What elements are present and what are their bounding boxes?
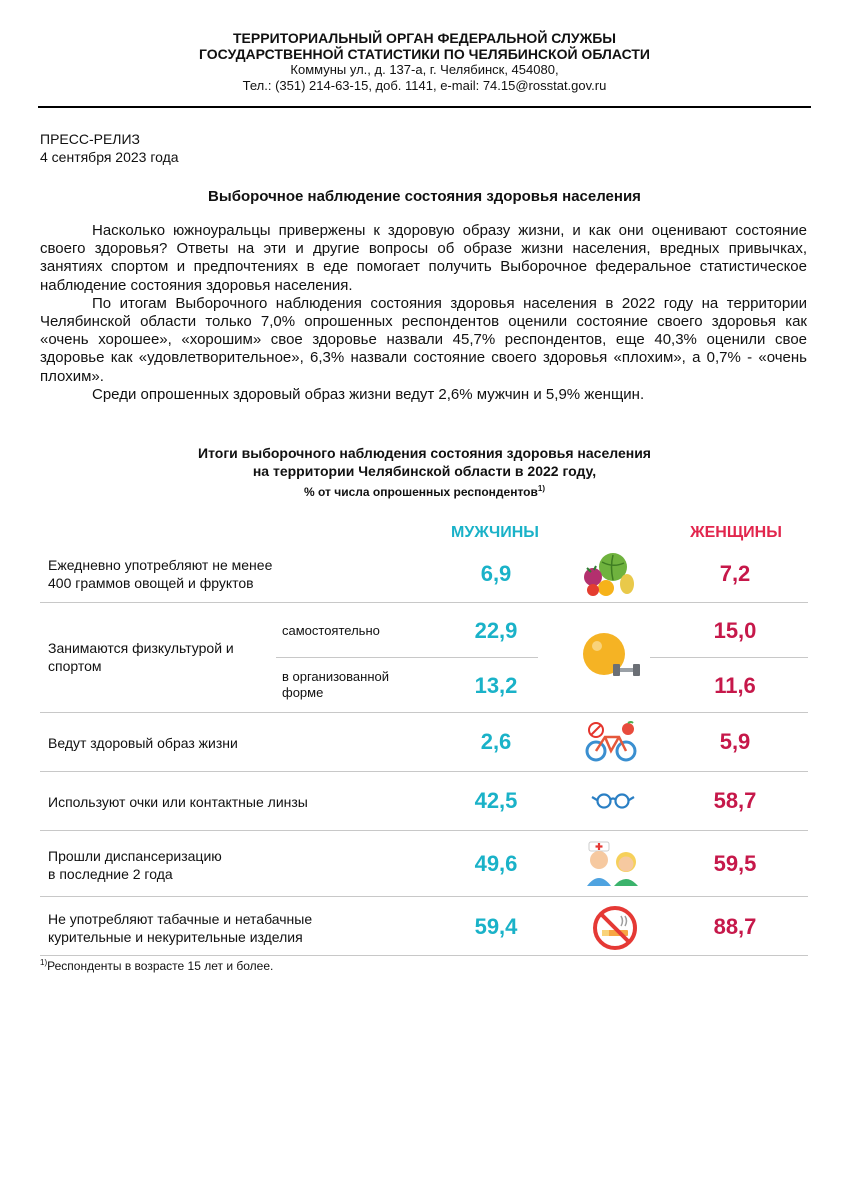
- header-divider: [38, 106, 811, 108]
- value-women-sport-organized: 11,6: [714, 673, 756, 698]
- sport-ball-dumbbell-icon: [580, 630, 644, 680]
- paragraph: По итогам Выборочного наблюдения состояния здоровья населения в 2022 году на территории Челябинской области только 7,0% опрошенных респондентов оценили состояние своего здоровья как «очень хорошее», «хорошим» свое здоровье назвали 45,7% респондентов, еще 40,3% оценили свое здоровье как «удовлетворительное», 6,3% назвали состояние своего здоровья «плохим», а 0,7% - «очень плохим».: [40, 294, 807, 385]
- contacts: Тел.: (351) 214-63-15, доб. 1141, e-mail: 74.15@rosstat.gov.ru: [242, 78, 607, 93]
- paragraph: Насколько южноуральцы привержены к здоровую образу жизни, и как они оценивают состояние своего здоровья? Ответы на эти и другие вопросы об образе жизни населения, вредных привычках, занятиях спортом и предпочтениях в еде помогает получить Выборочное федеральное статистическое наблюдение состояния здоровья населения.: [40, 222, 807, 294]
- value-women-healthy-lifestyle: 5,9: [719, 729, 751, 754]
- table-unit: % от числа опрошенных респондентов$^{1)}$: [304, 484, 545, 499]
- value-women-no-smoking: 88,7: [713, 914, 757, 939]
- sub-row-divider: [650, 657, 808, 658]
- bicycle-icon: [583, 721, 639, 765]
- row-divider: [40, 771, 808, 772]
- sub-label-independent: самостоятельно: [282, 623, 380, 638]
- value-women-medical-checkup: 59,5: [713, 851, 757, 876]
- row-label-vegetables: Ежедневно употребляют не менее 400 граммов овощей и фруктов: [48, 557, 273, 591]
- row-label-sport: Занимаются физкультурой и спортом: [48, 640, 234, 674]
- press-release-block: [40, 130, 179, 166]
- value-men-sport-organized: 13,2: [474, 673, 518, 698]
- column-header-women: ЖЕНЩИНЫ: [690, 524, 782, 541]
- value-women-sport-independent: 15,0: [713, 618, 757, 643]
- value-men-sport-independent: 22,9: [474, 618, 518, 643]
- row-divider: [40, 602, 808, 603]
- sub-label-organized: в организованной форме: [282, 669, 389, 700]
- value-men-glasses: 42,5: [474, 788, 518, 813]
- footnote-ref: 1): [537, 484, 545, 493]
- row-label-medical-checkup: Прошли диспансеризацию в последние 2 года: [48, 848, 222, 882]
- value-women-glasses: 58,7: [713, 788, 757, 813]
- no-smoking-icon: [591, 904, 639, 952]
- row-divider: [40, 955, 808, 956]
- footnote-mark: 1): [40, 958, 48, 967]
- table-title-line-2: на территории Челябинской области в 2022 году,: [252, 463, 597, 479]
- doctor-patient-icon: [585, 840, 643, 888]
- row-divider: [40, 712, 808, 713]
- row-label-no-smoking: Не употребляют табачные и нетабачные курительные и некурительные изделия: [48, 911, 313, 945]
- footnote: [40, 958, 273, 973]
- table-title: [0, 444, 849, 501]
- row-label-healthy-lifestyle: Ведут здоровый образ жизни: [48, 735, 238, 751]
- paragraph: Среди опрошенных здоровый образ жизни ведут 2,6% мужчин и 5,9% женщин.: [92, 385, 645, 403]
- table-title-line-1: Итоги выборочного наблюдения состояния здоровья населения: [198, 445, 651, 461]
- page-title: Выборочное наблюдение состояния здоровья населения: [208, 188, 641, 205]
- row-divider: [40, 830, 808, 831]
- row-label-glasses: Используют очки или контактные линзы: [48, 794, 308, 810]
- row-divider: [40, 896, 808, 897]
- document-header: [0, 30, 849, 94]
- value-men-vegetables: 6,9: [480, 561, 512, 586]
- value-men-medical-checkup: 49,6: [474, 851, 518, 876]
- glasses-icon: [590, 790, 636, 810]
- press-release-label: ПРЕСС-РЕЛИЗ: [40, 131, 141, 147]
- footnote-text: Респонденты в возрасте 15 лет и более.: [47, 959, 274, 973]
- press-release-date: 4 сентября 2023 года: [40, 149, 179, 165]
- column-header-men: МУЖЧИНЫ: [451, 524, 539, 541]
- sub-row-divider: [276, 657, 538, 658]
- value-men-no-smoking: 59,4: [474, 914, 518, 939]
- vegetables-fruits-icon: [580, 550, 638, 598]
- org-line-2: ГОСУДАРСТВЕННОЙ СТАТИСТИКИ ПО ЧЕЛЯБИНСКОЙ ОБЛАСТИ: [199, 46, 650, 62]
- address: Коммуны ул., д. 137-а, г. Челябинск, 454080,: [290, 62, 559, 77]
- body-text: [40, 222, 807, 404]
- org-line-1: ТЕРРИТОРИАЛЬНЫЙ ОРГАН ФЕДЕРАЛЬНОЙ СЛУЖБЫ: [233, 30, 616, 46]
- value-women-vegetables: 7,2: [719, 561, 751, 586]
- value-men-healthy-lifestyle: 2,6: [480, 729, 512, 754]
